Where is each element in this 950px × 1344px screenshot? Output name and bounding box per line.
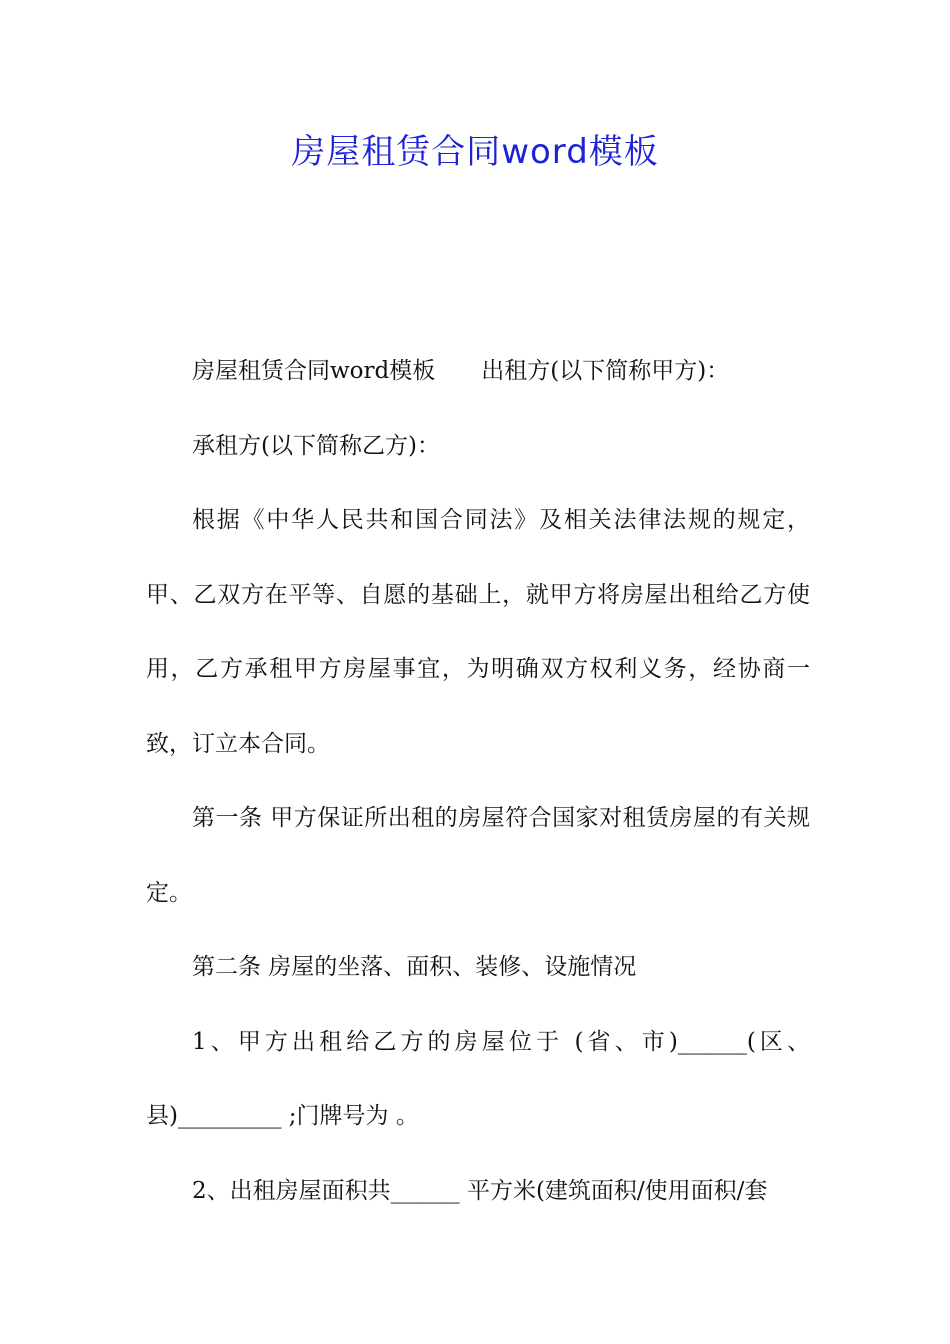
- preamble-paragraph: 根据《中华人民共和国合同法》及相关法律法规的规定，甲、乙双方在平等、自愿的基础上，就甲方将房屋出租给乙方使用，乙方承租甲方房屋事宜，为明确双方权利义务，经协商一致，订立本合同。: [146, 507, 810, 757]
- document-title: 房屋租赁合同word模板: [291, 132, 659, 172]
- document-body: [146, 334, 810, 1228]
- lessor-line: 出租方(以下简称甲方)：: [481, 358, 730, 384]
- lessee-line: 承租方(以下简称乙方)：: [192, 432, 440, 459]
- item-1-paragraph: 1、甲方出租给乙方的房屋位于 (省、市)______(区、县)_________ ;门牌号为 。: [146, 1028, 810, 1129]
- article-2-heading: 第二条 房屋的坐落、面积、装修、设施情况: [192, 954, 637, 980]
- paragraph-intro: [146, 334, 810, 409]
- item-2-paragraph: 2、出租房屋面积共______ 平方米(建筑面积/使用面积/套: [192, 1177, 768, 1204]
- article-1-paragraph: 第一条 甲方保证所出租的房屋符合国家对租赁房屋的有关规定。: [146, 805, 810, 906]
- intro-title: 房屋租赁合同word模板: [192, 358, 436, 384]
